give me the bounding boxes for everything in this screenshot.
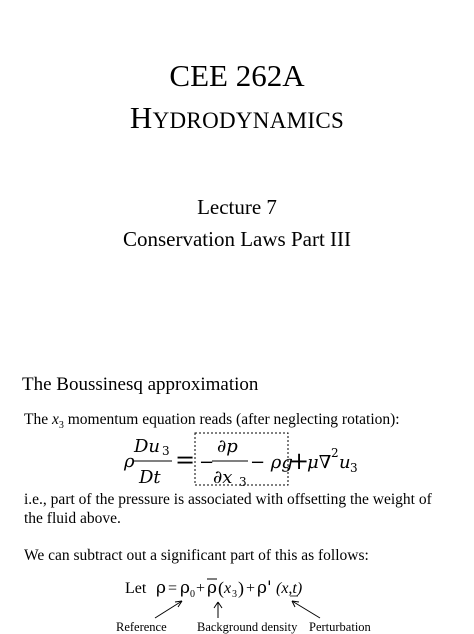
let-label: Let: [125, 580, 147, 597]
eq-rhog: − ρg: [250, 452, 293, 473]
course-name: [0, 98, 474, 141]
x-subscript: 3: [58, 420, 64, 432]
subtract-note: We can subtract out a significant part of this as follows:: [24, 547, 369, 564]
let-rho0-sub: 0: [190, 589, 195, 600]
let-paren-open: (: [218, 578, 224, 598]
eq-dp: ∂p: [217, 436, 238, 457]
eq-dx-sub: 3: [239, 475, 247, 489]
eq-Du: Du: [134, 436, 161, 457]
pressure-note-line2: the fluid above.: [24, 510, 121, 527]
eq-squared: 2: [331, 446, 339, 460]
momentum-intro-after: momentum equation reads (after neglecting rotation):: [63, 411, 400, 428]
let-args: (x,t): [276, 580, 303, 597]
x-variable: x: [51, 411, 59, 428]
let-x: x: [224, 580, 232, 597]
eq-rho: ρ: [124, 451, 135, 472]
eq-u-sub: 3: [350, 461, 358, 475]
let-eq: =: [168, 580, 178, 597]
lecture-title: Conservation Laws Part III: [122, 227, 352, 251]
let-plus-1: +: [196, 580, 206, 597]
let-paren-close: ): [238, 578, 244, 598]
eq-mu-laplacian: μ∇: [307, 452, 332, 473]
arrow-reference-head: [175, 601, 182, 607]
course-name-initial: H: [129, 100, 153, 135]
course-code: CEE 262A: [169, 58, 305, 93]
let-plus-2: +: [246, 580, 256, 597]
annotation-reference: Reference: [116, 620, 167, 634]
course-name-rest: YDRODYNAMICS: [152, 108, 345, 133]
annotation-background-density: Background density: [197, 620, 298, 634]
let-rho0: ρ: [180, 578, 190, 598]
momentum-equation: [0, 428, 474, 490]
annotation-perturbation: Perturbation: [309, 620, 371, 634]
let-x-sub: 3: [232, 589, 237, 600]
eq-equals: =: [175, 446, 196, 474]
let-rho-prime: ρ': [257, 578, 272, 598]
arrow-perturbation: [292, 601, 320, 618]
let-rho: ρ: [156, 578, 166, 598]
eq-Du-sub: 3: [162, 444, 170, 458]
pressure-note-line1: i.e., part of the pressure is associated with offsetting the weight of: [24, 491, 432, 508]
eq-Dt: Dt: [139, 467, 161, 488]
momentum-intro-before: The: [24, 411, 52, 428]
lecture-number: Lecture 7: [197, 195, 277, 219]
section-heading: The Boussinesq approximation: [22, 374, 259, 395]
let-rhobar: ρ: [207, 578, 217, 598]
eq-dx: ∂x: [213, 467, 233, 488]
arrow-reference: [155, 601, 182, 618]
eq-minus: −: [199, 452, 215, 473]
eq-plus: +: [289, 447, 310, 475]
eq-u: u: [339, 452, 351, 473]
